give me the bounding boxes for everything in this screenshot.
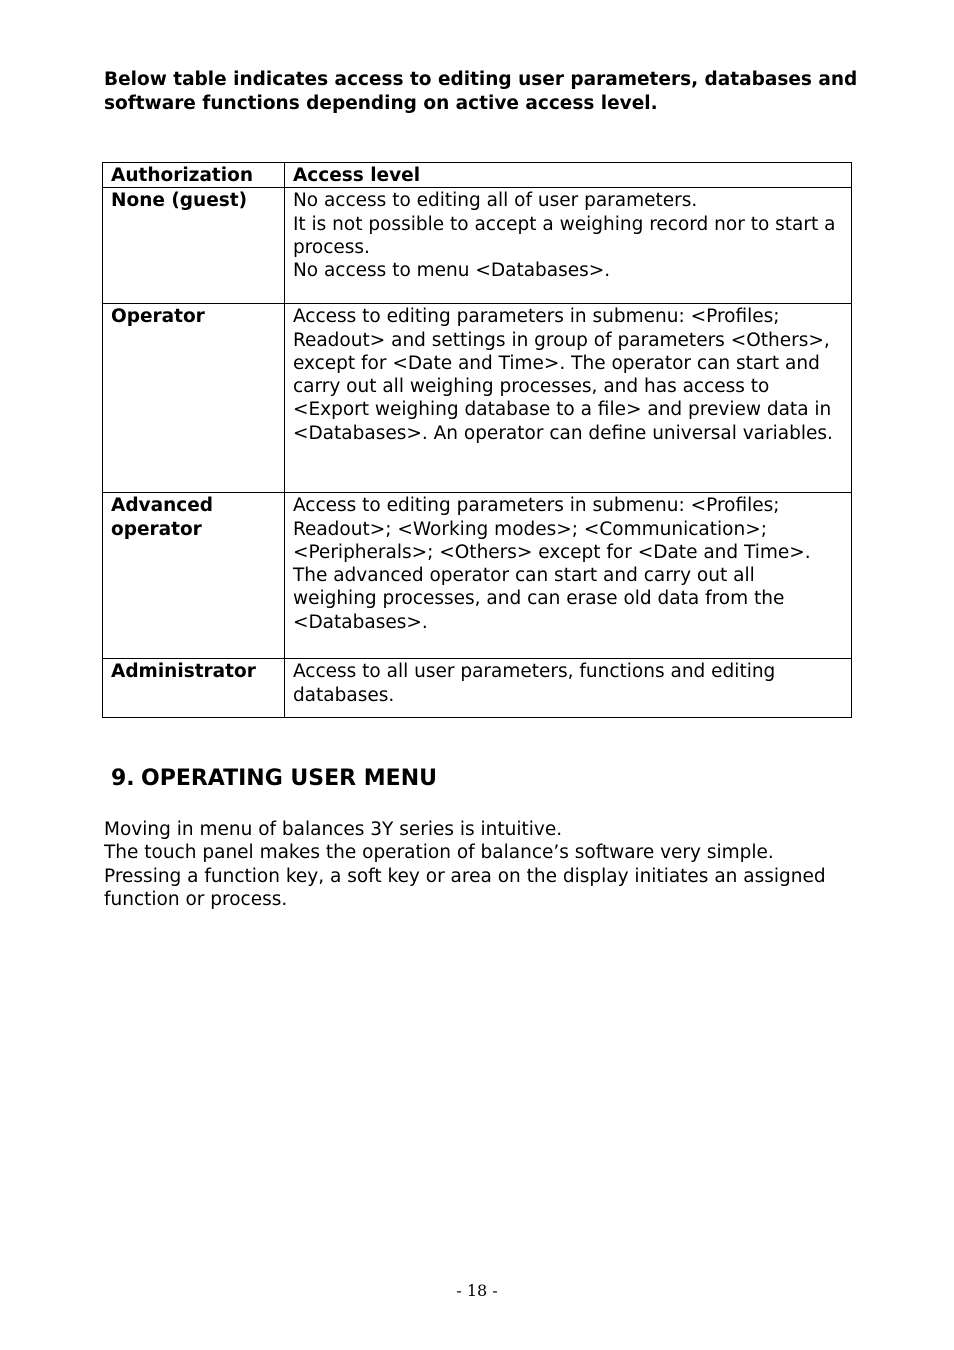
access-level-line: Access to editing parameters in submenu: <Profiles; Readout> and settings in group of parameters <Others>, except for <Date and Time>. The operator can start and carry out all weighing processes, and has access to <Export weighing database to a file> and preview data in <Databases>. An operator can define universal variables. [292,306,833,444]
authorization-cell: Advanced operator [103,493,285,659]
access-level-cell [284,304,851,493]
section-title: OPERATING USER MENU [141,766,437,791]
authorization-cell: None (guest) [103,188,285,304]
table-header-row [103,163,852,188]
intro-paragraph: Below table indicates access to editing user parameters, databases and software functions depending on active access level. [104,69,858,114]
table-row [103,659,852,718]
section-heading [111,766,437,791]
table-row [103,188,852,304]
access-level-cell [284,188,851,304]
access-level-cell [284,493,851,659]
access-level-table [102,162,852,718]
page-number: - 18 - [456,1281,498,1300]
section-number: 9. [111,766,135,791]
access-level-cell [284,659,851,718]
table-row [103,304,852,493]
column-header-authorization: Authorization [103,163,285,188]
authorization-cell: Administrator [103,659,285,718]
access-level-line: It is not possible to accept a weighing record nor to start a process. [292,213,836,258]
access-level-line: No access to menu <Databases>. [292,260,611,282]
body-line: The touch panel makes the operation of balance’s software very simple. [104,842,774,864]
column-header-access-level: Access level [284,163,851,188]
access-level-line: Access to editing parameters in submenu: <Profiles; Readout>; <Working modes>; <Communication>; <Peripherals>; <Others> except for <Date and Time>. The advanced operator can start and carry out all weighing processes, and can erase old data from the <Databases>. [292,495,811,633]
access-level-line: Access to all user parameters, functions and editing databases. [292,661,776,706]
table-row [103,493,852,659]
access-level-line: No access to editing all of user parameters. [292,190,698,212]
authorization-cell: Operator [103,304,285,493]
body-line: Moving in menu of balances 3Y series is intuitive. [104,819,563,840]
body-line: Pressing a function key, a soft key or area on the display initiates an assigned function or process. [104,865,826,910]
section-body [104,818,874,911]
